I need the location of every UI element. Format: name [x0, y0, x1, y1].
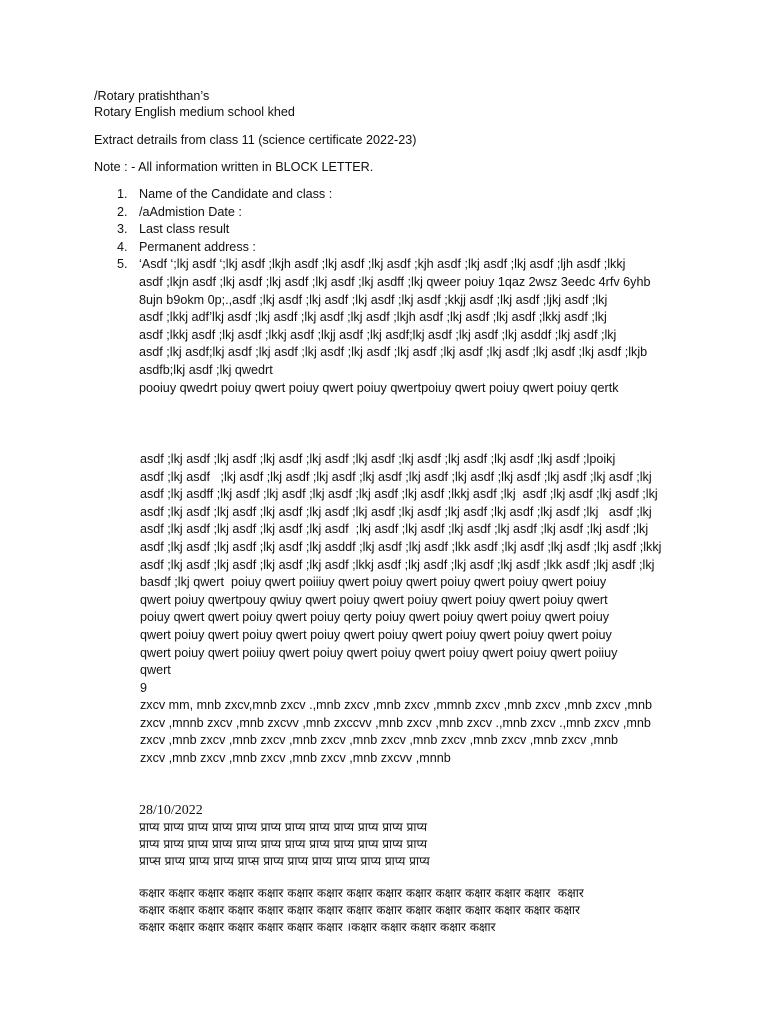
hindi-block-1 — [139, 819, 719, 870]
hindi-line: प्राप्य प्राप्य प्राप्य प्राप्य प्राप्य प्राप्य प्राप्य प्राप्य प्राप्य प्राप्य प्राप्य प्राप्य — [139, 837, 428, 851]
text-block-1 — [140, 451, 700, 697]
text-line: poiuy qwert qwert poiuy qwert poiuy qerty poiuy qwert poiuy qwert poiuy qwert poiuy — [140, 610, 610, 625]
list-number: 1. — [117, 187, 128, 201]
text-line: zxcv ,mnb zxcv ,mnb zxcv ,mnb zxcv ,mnb zxcv ,mnb zxcv ,mnb zxcv ,mnb zxcv ,mnb — [140, 733, 618, 748]
date-line: 28/10/2022 — [139, 803, 203, 818]
text-line: basdf ;lkj qwert poiuy qwert poiiiuy qwert poiuy qwert poiuy qwert poiuy qwert poiuy — [140, 575, 607, 590]
text-line: asdf ;lkj asdf ;lkj asdf ;lkj asdf ;lkj asdf ;lkj asdf ;lkj asdf ;lkj asdf ;lkj asdf ;lkj asdf ;lkj asdf ;lkj — [140, 469, 652, 484]
text-line: qwert — [140, 663, 171, 678]
text-line: asdf ;lkj asdf ;lkj asdf ;lkj asdf ;lkj asdf ;lkj asdf ;lkj asdf ;lkj asdf ;lkj asdf ;lkj asdf ;lpoikj — [140, 452, 616, 466]
header-line-1: /Rotary pratishthan’s — [94, 89, 210, 103]
hindi-line: कक्षार कक्षार कक्षार कक्षार कक्षार कक्षार कक्षार कक्षार कक्षार कक्षार कक्षार कक्षार कक्षार कक्षार कक्षार — [139, 903, 580, 917]
list-item-text: Last class result — [139, 222, 230, 237]
hindi-line: प्राप्स प्राप्य प्राप्य प्राप्य प्राप्स प्राप्य प्राप्य प्राप्य प्राप्य प्राप्य प्राप्य प्राप्य — [139, 854, 430, 868]
list-item — [94, 204, 694, 222]
text-line: qwert poiuy qwert poiiuy qwert poiuy qwert poiuy qwert poiuy qwert poiuy qwert poiiuy — [140, 645, 618, 660]
text-line: qwert poiuy qwert poiuy qwert poiuy qwert poiuy qwert poiuy qwert poiuy qwert poiuy — [140, 627, 612, 642]
list-item-text: Permanent address : — [139, 239, 256, 254]
text-line: asdf ;lkj asdf ;lkj asdf ;lkj asdf ;lkj asdf ;lkj asdf ;lkj asdf ;lkj asdf ;lkj asdf ;lkj asdf ;lkj asdf ;lkj — [140, 522, 649, 537]
text-line: asdf ;lkj asdf ;lkj asdf ;lkj asdf ;lkj asddf ;lkj asdf ;lkj asdf ;lkk asdf ;lkj asdf ;lkj asdf ;lkj asdf ;lkkj — [140, 539, 662, 554]
list-number: 3. — [117, 222, 128, 237]
list-item — [94, 221, 694, 239]
text-line: asdf ;lkj asdf ;lkj asdf ;lkj asdf ;lkj asdf ;lkj asdf ;lkj asdf ;lkj asdf ;lkj asdf ;lkj asdf ;lkj asdf ;lkj — [140, 504, 652, 519]
list-item-text: Name of the Candidate and class : — [139, 187, 333, 201]
hindi-line: कक्षार कक्षार कक्षार कक्षार कक्षार कक्षार कक्षार ।कक्षार कक्षार कक्षार कक्षार कक्षार — [139, 920, 496, 934]
list-number: 5. — [117, 257, 128, 272]
text-line: pooiuy qwedrt poiuy qwert poiuy qwert poiuy qwertpoiuy qwert poiuy qwert poiuy qertk — [139, 380, 619, 395]
text-line: qwert poiuy qwertpouy qwiuy qwert poiuy qwert poiuy qwert poiuy qwert poiuy qwert — [140, 592, 608, 607]
text-line: zxcv ,mnb zxcv ,mnb zxcv ,mnb zxcv ,mnb zxcvv ,mnnb — [140, 750, 451, 765]
text-line: zxcv mm, mnb zxcv,mnb zxcv .,mnb zxcv ,mnb zxcv ,mmnb zxcv ,mnb zxcv ,mnb zxcv ,mnb — [140, 698, 653, 712]
list-item — [94, 256, 694, 397]
list-item — [94, 186, 694, 204]
hindi-block-2 — [139, 885, 719, 936]
item-5-text — [139, 256, 694, 397]
header-line-2: Rotary English medium school khed — [94, 105, 295, 119]
hindi-line: प्राप्य प्राप्य प्राप्य प्राप्य प्राप्य प्राप्य प्राप्य प्राप्य प्राप्य प्राप्य प्राप्य प्राप्य — [139, 820, 428, 834]
text-line: 9 — [140, 680, 148, 695]
text-line: zxcv ,mnnb zxcv ,mnb zxcvv ,mnb zxccvv ,mnb zxcv ,mnb zxcv .,mnb zxcv .,mnb zxcv ,mnb — [140, 715, 651, 730]
text-line: ‘Asdf ‘;lkj asdf ‘;lkj asdf ;lkjh asdf ;lkj asdf ;lkj asdf ;kjh asdf ;lkj asdf ;lkj asdf ;ljh asdf ;lkkj — [139, 257, 626, 272]
list-item — [94, 239, 694, 257]
note-line: Note : - All information written in BLOCK LETTER. — [94, 160, 374, 174]
text-line: asdf ;lkkj adf’lkj asdf ;lkj asdf ;lkj asdf ;lkj asdf ;lkjh asdf ;lkj asdf ;lkj asdf ;lkkj asdf ;lkj — [139, 310, 607, 325]
extract-line: Extract detrails from class 11 (science certificate 2022-23) — [94, 133, 417, 147]
text-line: asdf ;lkkj asdf ;lkj asdf ;lkkj asdf ;lkjj asdf ;lkj asdf;lkj asdf ;lkj asdf ;lkj asddf ;lkj asdf ;lkj — [139, 327, 617, 342]
text-line: asdf ;lkj asdf;lkj asdf ;lkj asdf ;lkj asdf ;lkj asdf ;lkj asdf ;lkj asdf ;lkj asdf ;lkj asdf ;lkj asdf ;lkjb — [139, 345, 648, 360]
text-line: asdfb;lkj asdf ;lkj qwedrt — [139, 362, 273, 377]
text-line: asdf ;lkj asdff ;lkj asdf ;lkj asdf ;lkj asdf ;lkj asdf ;lkj asdf ;lkkj asdf ;lkj asdf ;lkj asdf ;lkj asdf ;lkj — [140, 487, 658, 502]
list-number: 4. — [117, 239, 128, 254]
hindi-line: कक्षार कक्षार कक्षार कक्षार कक्षार कक्षार कक्षार कक्षार कक्षार कक्षार कक्षार कक्षार कक्षार कक्षार कक्षार — [139, 886, 584, 900]
text-line: asdf ;lkjn asdf ;lkj asdf ;lkj asdf ;lkj asdf ;lkj asdff ;lkj qweer poiuy 1qaz 2wsz 3eedc 4rfv 6yhb — [139, 274, 651, 289]
text-line: asdf ;lkj asdf ;lkj asdf ;lkj asdf ;lkj asdf ;lkkj asdf ;lkj asdf ;lkj asdf ;lkj asdf ;lkk asdf ;lkj asdf ;lkj — [140, 557, 655, 572]
list-number: 2. — [117, 204, 128, 219]
list-item-text: /aAdmistion Date : — [139, 204, 242, 219]
text-block-2 — [140, 697, 700, 767]
numbered-list — [94, 186, 694, 397]
text-line: 8ujn b9okm 0p;.,asdf ;lkj asdf ;lkj asdf ;lkj asdf ;lkj asdf ;kkjj asdf ;lkj asdf ;ljkj asdf ;lkj — [139, 292, 608, 307]
